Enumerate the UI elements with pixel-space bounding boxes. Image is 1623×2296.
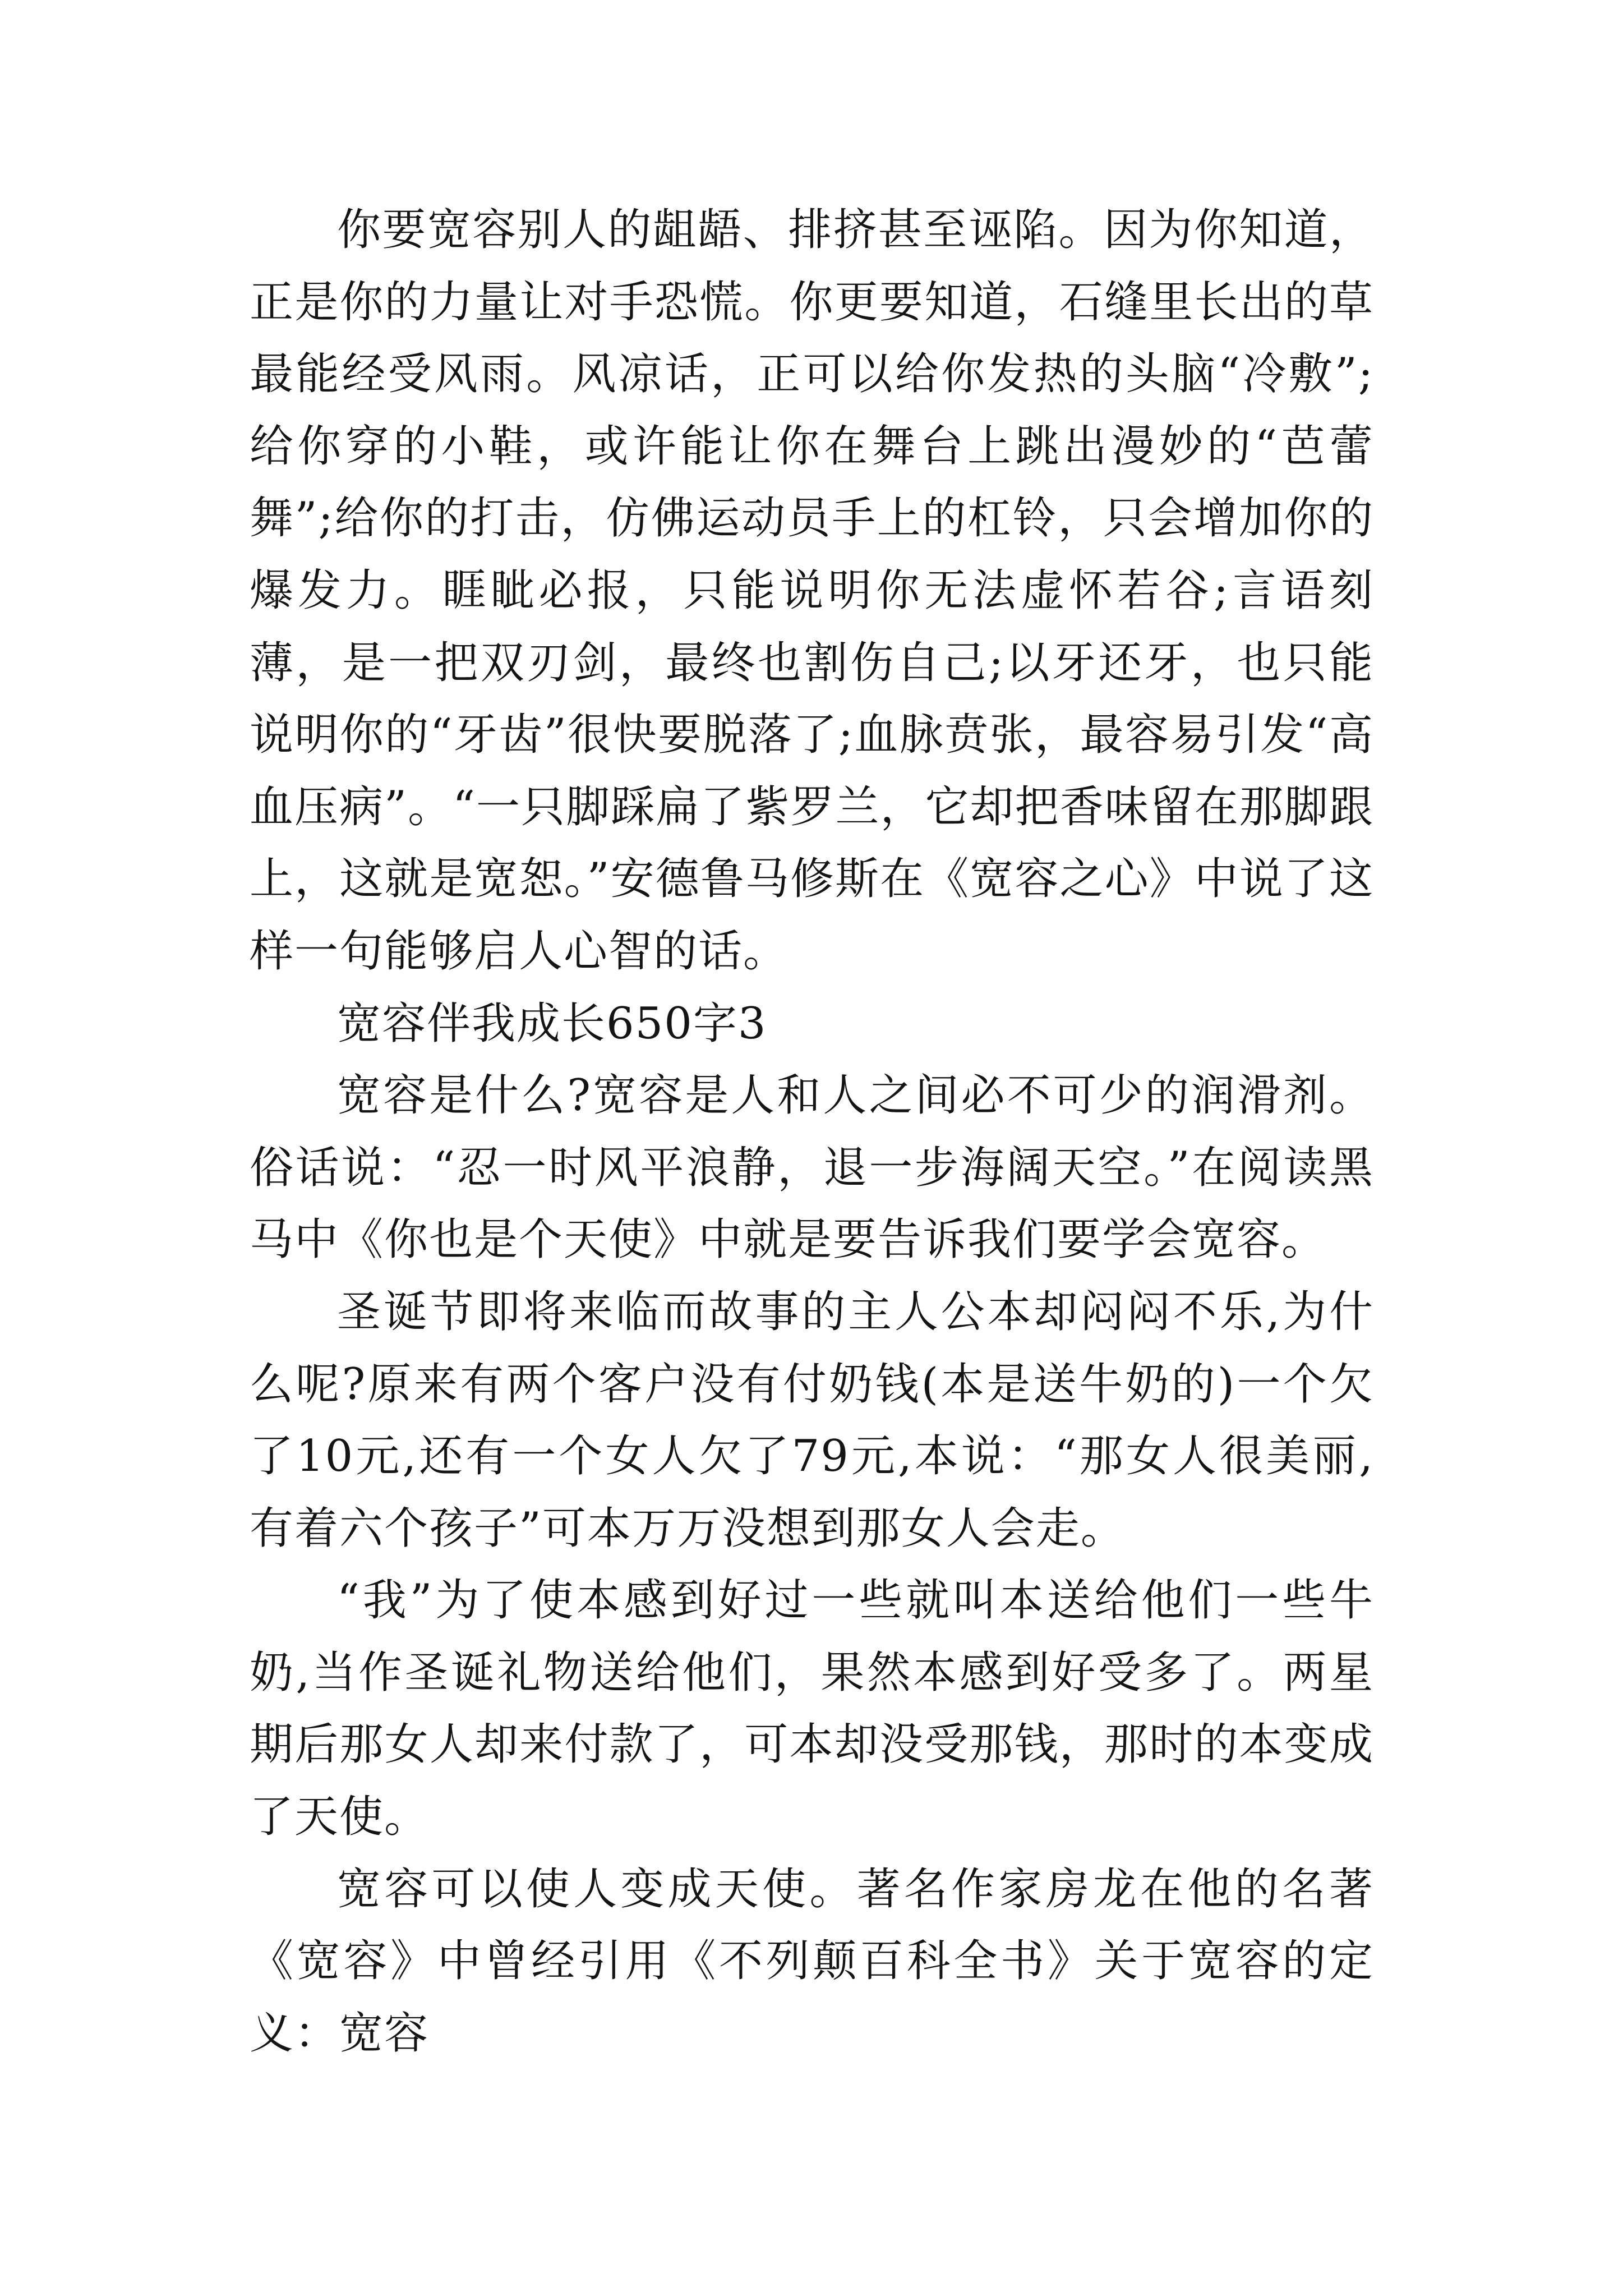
document-body <box>250 194 1374 2069</box>
paragraph-4: “我”为了使本感到好过一些就叫本送给他们一些牛奶,当作圣诞礼物送给他们，果然本感到好受多了。两星期后那女人却来付款了，可本却没受那钱，那时的本变成了天使。 <box>250 1575 1374 1843</box>
paragraph-2: 宽容是什么?宽容是人和人之间必不可少的润滑剂。俗话说：“忍一时风平浪静，退一步海阔天空。”在阅读黑马中《你也是个天使》中就是要告诉我们要学会宽容。 <box>250 1070 1374 1266</box>
paragraph-3: 圣诞节即将来临而故事的主人公本却闷闷不乐,为什么呢?原来有两个客户没有付奶钱(本是送牛奶的)一个欠了10元,还有一个女人欠了79元,本说：“那女人很美丽,有着六个孩子”可本万万没想到那女人会走。 <box>250 1286 1374 1554</box>
paragraph-5: 宽容可以使人变成天使。著名作家房龙在他的名著《宽容》中曾经引用《不列颠百科全书》关于宽容的定义：宽容 <box>250 1864 1374 2059</box>
section-heading: 宽容伴我成长650字3 <box>337 998 767 1049</box>
paragraph-1: 你要宽容别人的龃龉、排挤甚至诬陷。因为你知道，正是你的力量让对手恐慌。你更要知道，石缝里长出的草最能经受风雨。风凉话，正可以给你发热的头脑“冷敷”;给你穿的小鞋，或许能让你在舞台上跳出漫妙的“芭蕾舞”;给你的打击，仿佛运动员手上的杠铃，只会增加你的爆发力。睚眦必报，只能说明你无法虚怀若谷;言语刻薄，是一把双刃剑，最终也割伤自己;以牙还牙，也只能说明你的“牙齿”很快要脱落了;血脉贲张，最容易引发“高血压病”。“一只脚踩扁了紫罗兰，它却把香味留在那脚跟上，这就是宽恕。”安德鲁马修斯在《宽容之心》中说了这样一句能够启人心智的话。 <box>250 205 1374 977</box>
